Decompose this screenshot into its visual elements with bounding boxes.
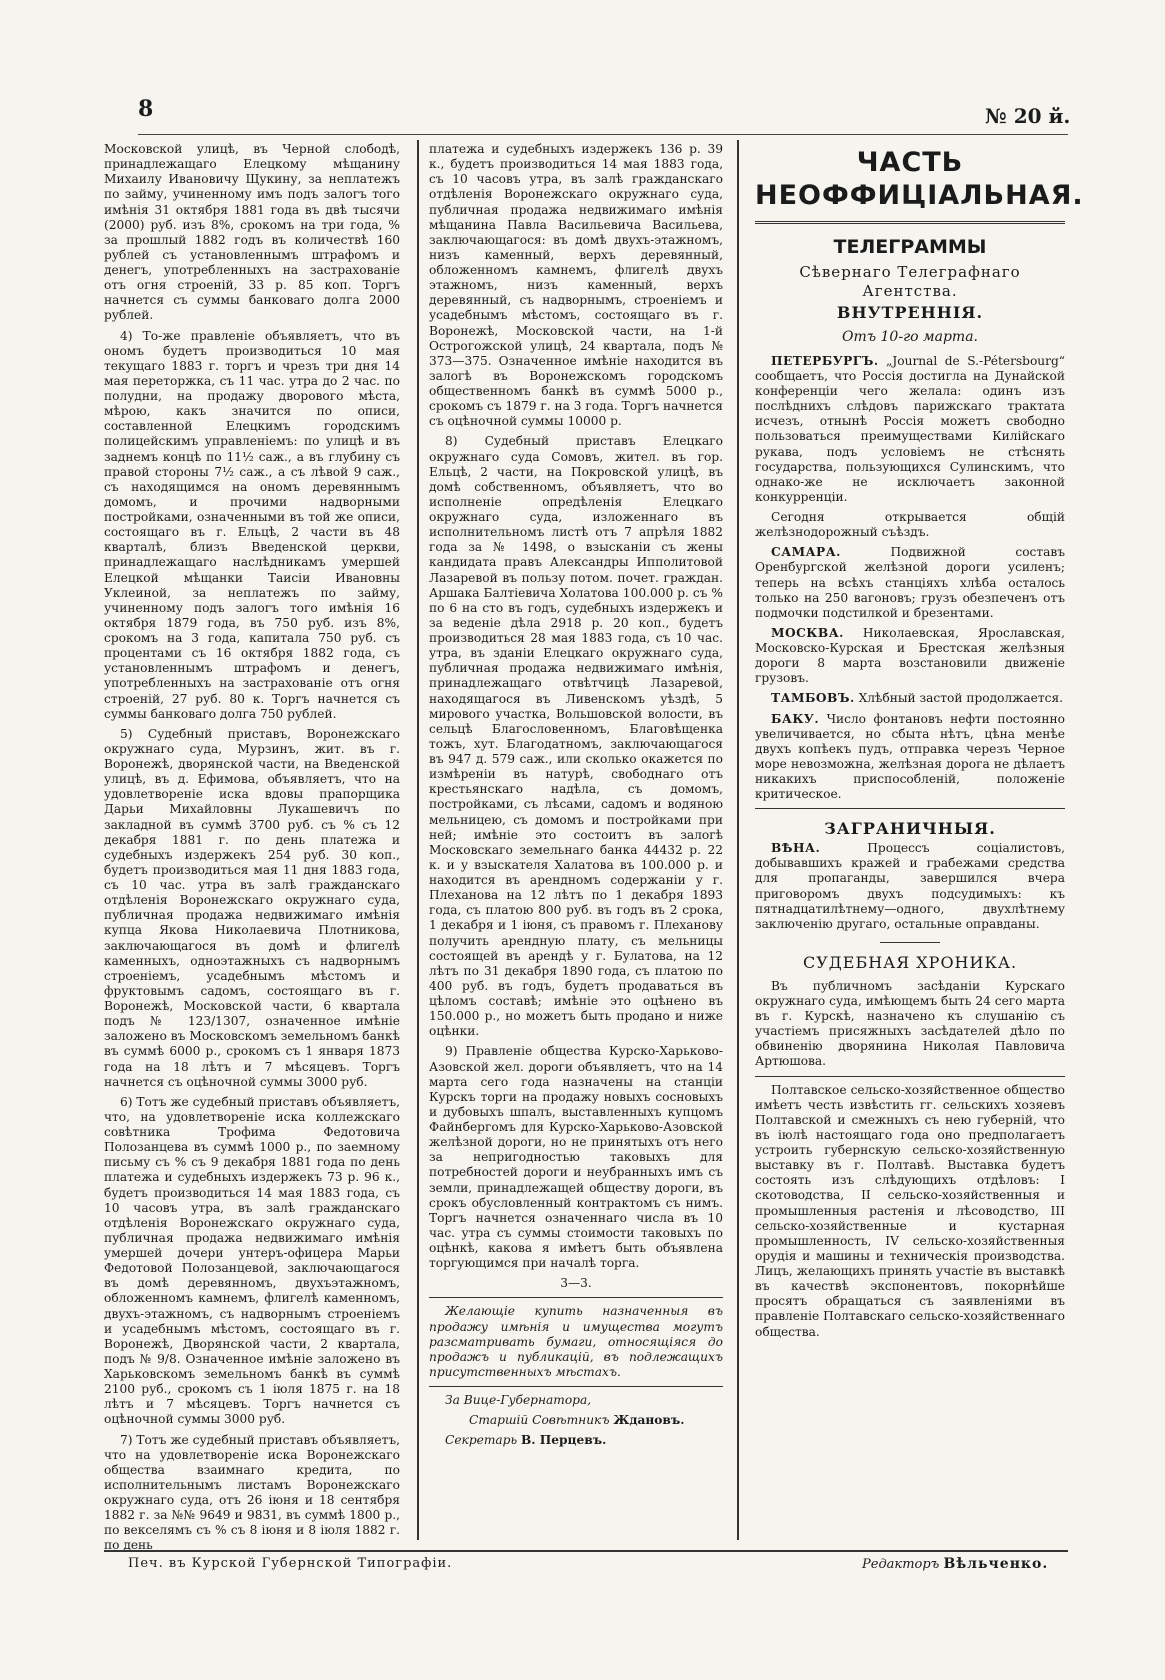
printer-line: Печ. въ Курской Губернской Типографіи. <box>128 1556 453 1571</box>
column-rule-2 <box>737 140 739 1540</box>
buyers-note: Желающіе купить назначенныя въ продажу имѣнія и имущества могутъ разсматривать бумаги, относящіяся до продажъ и публикацій, въ подлежащихъ присутственныхъ мѣстахъ. <box>429 1304 723 1379</box>
telegram-place: ТАМБОВЪ. <box>771 691 855 706</box>
court-title: СУДЕБНАЯ ХРОНИКА. <box>802 952 1018 972</box>
column-1 <box>104 142 400 1553</box>
telegram-text: Николаевская, Ярославская, Московско-Курская и Брестская желѣзныя дороги 8 марта возстановили движеніе грузовъ. <box>755 625 1065 686</box>
agency-name: Сѣвернаго Телеграфнаго Агентства. <box>799 263 1021 301</box>
column-2 <box>429 142 723 1540</box>
foreign-title: ЗАГРАНИЧНЫЯ. <box>824 819 996 839</box>
internal-news <box>755 354 1065 803</box>
telegram-place: БАКУ. <box>771 711 820 726</box>
poltava-notice: Полтавское сельско-хозяйственное общество имѣетъ честь извѣстить гг. сельскихъ хозяевъ Полтавской и смежныхъ съ нею губерній, что въ іюлѣ настоящаго года оно предполагаетъ устроить губернскую сельско-хозяйственную выставку въ г. Полтавѣ. Выставка будетъ состоять изъ слѣдующихъ отдѣловъ: I скотоводства, II сельско-хозяйственныя и промышленныя растенія и лѣсоводство, III сельско-хозяйственные и кустарная промышленность, IV сельско-хозяйственныя орудія и машины и техническія производства. Лицъ, желающихъ принять участіе въ выставкѣ въ качествѣ экспонентовъ, покорнѣйше просятъ обращаться съ заявленіями въ правленіе Полтавскаго сельско-хозяйственнаго общества. <box>755 1082 1065 1339</box>
signature-title: Старшій Совѣтникъ <box>469 1413 610 1428</box>
telegram-item <box>755 354 1065 505</box>
notice-7-continued: платежа и судебныхъ издержекъ 136 р. 39 к., будетъ производиться 14 мая 1883 года, съ 10 часовъ утра, въ залѣ гражданскаго отдѣленія Воронежскаго окружнаго суда, публичная продажа недвижимаго имѣнія мѣщанина Павла Васильевича Васильева, заключающагося: въ домѣ двухъ-этажномъ, низъ каменный, верхъ деревянный, обложенномъ камнемъ, флигелѣ двухъ этажномъ, низъ каменный, верхъ деревянный, съ надворнымъ, строеніемъ и усадебнымъ мѣстомъ, состоящаго въ г. Воронежѣ, Московской части, на 1-й Острогожской улицѣ, 24 квартала, подъ № 373—375. Означенное имѣніе находится въ залогѣ въ Воронежскомъ городскомъ общественномъ банкѣ въ суммѣ 5000 р., срокомъ съ 1879 г. на 3 года. Торгъ начнется съ оцѣночной суммы 10000 р. <box>429 142 723 429</box>
telegram-place: ПЕТЕРБУРГЪ. <box>771 353 879 368</box>
telegram-date: Отъ 10-го марта. <box>841 328 979 345</box>
telegram-text: „Journal de S.-Pétersbourg“ сообщаетъ, что Россія достигла на Дунайской конференціи чего желала: одинъ изъ послѣднихъ слѣдовъ парижскаго трактата исчезъ, отнынѣ Россія можетъ свободно пользоваться преимуществами Килійскаго рукава, подъ условіемъ не стѣснять государства, пользующихся Сулинскимъ, что однако-же не исключаетъ законной конкурренціи. <box>755 353 1065 504</box>
header-rule <box>138 134 1068 135</box>
signature-vice-governor: За Вице-Губернатора, <box>445 1393 592 1407</box>
divider <box>755 808 1065 809</box>
telegram-item <box>755 841 1065 932</box>
issue-number: № 20 й. <box>985 104 1071 128</box>
editor-label: Редакторъ <box>862 1557 940 1572</box>
notice-6: 6) Тотъ же судебный приставъ объявляетъ, что, на удовлетвореніе иска коллежскаго совѣтника Трофима Федотовича Полозанцева въ суммѣ 1000 р., по заемному письму съ % съ 9 декабря 1881 года по день платежа и судебныхъ издержекъ 73 р. 96 к., будетъ производиться 14 мая 1883 года, съ 10 часовъ утра, въ залѣ гражданскаго отдѣленія Воронежскаго окружнаго суда, публичная продажа недвижимаго имѣнія умершей дочери унтеръ-офицера Марьи Федотовой Полозанцевой, заключающагося въ домѣ деревянномъ, двухъэтажномъ, обложенномъ камнемъ, флигелѣ каменномъ, двухъ-этажномъ, съ надворнымъ строеніемъ и усадебнымъ мѣстомъ, состоящаго въ г. Воронежѣ, Дворянской части, 2 квартала, подъ № 9/8. Означенное имѣніе заложено въ Харьковскомъ земельномъ банкѣ въ суммѣ 2100 руб., срокомъ съ 1 іюля 1875 г. на 18 лѣтъ и 7 мѣсяцевъ. Торгъ начнется съ оцѣночной суммы 3000 руб. <box>104 1094 400 1427</box>
telegrams-title: ТЕЛЕГРАММЫ <box>833 235 987 258</box>
column-rule-1 <box>417 140 419 1540</box>
telegram-text: Сегодня открывается общій желѣзнодорожный съѣздъ. <box>755 510 1065 540</box>
divider <box>429 1297 723 1298</box>
notice-7: 7) Тотъ же судебный приставъ объявляетъ, что на удовлетвореніе иска Воронежскаго общества взаимнаго кредита, по исполнительнымъ листамъ Воронежскаго окружнаго суда, отъ 26 іюня и 18 сентября 1882 г. за №№ 9649 и 9831, въ суммѣ 1800 р., по векселямъ съ % съ 8 іюня и 8 іюля 1882 г. по день <box>104 1432 400 1553</box>
notice-number: 3—3. <box>560 1276 592 1291</box>
signature-title: Секретарь <box>445 1433 518 1448</box>
notice-continued: Московской улицѣ, въ Черной слободѣ, принадлежащаго Елецкому мѣщанину Михаилу Ивановичу Щукину, за неплатежъ по займу, учиненному имъ подъ залогъ того имѣнія 31 октября 1881 года въ двѣ тысячи (2000) руб. изъ 8%, срокомъ на три года, % за прошлый 1882 годъ въ количествѣ 160 рублей съ установленнымъ штрафомъ и денегъ, употребленныхъ на застрахованіе отъ огня строеній, 33 р. 85 коп. Торгъ начнется съ суммы банковаго долга 2000 рублей. <box>104 142 400 323</box>
signature-councillor <box>429 1413 723 1428</box>
section-title: ЧАСТЬ НЕОФФИЦІАЛЬНАЯ. <box>755 147 1084 212</box>
signature-name: Ждановъ. <box>613 1413 685 1428</box>
telegram-item <box>755 626 1065 687</box>
divider <box>429 1386 723 1387</box>
telegram-place: САМАРА. <box>771 545 841 560</box>
telegram-text: Число фонтановъ нефти постоянно увеличивается, но сбыта нѣтъ, цѣна менѣе двухъ копѣекъ пудъ, отправка черезъ Черное море невозможна, желѣзная дорога не дѣлаетъ никакихъ приспособленій, положеніе критическое. <box>755 711 1065 802</box>
telegram-item <box>755 510 1065 540</box>
editor-line <box>862 1556 1048 1572</box>
signature-secretary <box>429 1433 723 1448</box>
notice-8: 8) Судебный приставъ Елецкаго окружнаго суда Сомовъ, жител. въ гор. Ельцѣ, 2 части, на Покровской улицѣ, въ домѣ собственномъ, объявляетъ, что во исполненіе опредѣленія Елецкаго окружнаго суда, изложеннаго въ исполнительномъ листѣ отъ 7 апрѣля 1882 года за № 1498, о взысканіи съ жены кандидата правъ Александры Ипполитовой Лазаревой въ пользу потом. почет. граждан. Аршака Балтіевича Холатова 100.000 р. съ % по 6 на сто въ годъ, судебныхъ издержекъ и за веденіе дѣла 2918 р. 20 коп., будетъ производиться 28 мая 1883 года, съ 10 час. утра, въ зданіи Елецкаго окружнаго суда, публичная продажа недвижимаго имѣнія, принадлежащаго отвѣтчицѣ Лазаревой, находящагося въ Ливенскомъ уѣздѣ, 5 мирового участка, Вольшовской волости, въ сельцѣ Благословенномъ, Благовѣщенка тожъ, хут. Благодатномъ, заключающагося въ 947 д. 579 саж., или сколько окажется по измѣреніи въ натурѣ, свободнаго отъ крестьянскаго надѣла, съ домомъ, постройками, съ лѣсами, садомъ и водяною мельницею, съ домомъ и постройками при ней; имѣніе это состоитъ въ залогѣ Московскаго земельнаго банка 44432 р. 22 к. и у взыскателя Халатова въ 100.000 р. и находится въ арендномъ содержаніи у г. Плеханова на 12 лѣтъ по 1 декабря 1893 года, съ платою 800 руб. въ годъ въ 2 срока, 1 декабря и 1 іюня, съ правомъ г. Плеханову получить арендную плату, съ мельницы состоящей въ арендѣ у г. Булатова, на 12 лѣтъ по 31 декабря 1890 года, съ платою по 400 руб. въ годъ, будетъ продаваться въ цѣломъ составѣ; имѣніе это оцѣнено въ 150.000 р., но можетъ быть продано и ниже оцѣнки. <box>429 434 723 1039</box>
page-number: 8 <box>138 96 154 122</box>
telegram-item <box>755 545 1065 621</box>
telegram-text: Процессъ соціалистовъ, добывавшихъ кражей и грабежами средства для пропаганды, завершился вчера приговоромъ двухъ подсудимыхъ: къ пятнадцатилѣтнему—одного, двухлѣтнему заключенію другаго, остальные оправданы. <box>755 841 1065 931</box>
telegram-item <box>755 691 1065 706</box>
footer-rule <box>104 1550 1068 1552</box>
telegram-place: ВѢНА. <box>771 841 821 856</box>
column-3 <box>755 142 1084 1540</box>
foreign-news <box>755 841 1065 932</box>
internal-title: ВНУТРЕННІЯ. <box>836 302 984 322</box>
signature-name: В. Перцевъ. <box>520 1433 607 1448</box>
divider <box>755 221 1065 224</box>
notice-9: 9) Правленіе общества Курско-Харьково-Азовской жел. дороги объявляетъ, что на 14 марта сего года назначены на станціи Курскъ торги на продажу новыхъ сосновыхъ и дубовыхъ шпалъ, выставленныхъ купцомъ Файнбергомъ для Курско-Харьково-Азовской желѣзной дороги, но не принятыхъ отъ него за непригодностью таковыхъ для потребностей дороги и неубранныхъ имъ съ земли, принадлежащей обществу дороги, въ срокъ обусловленный контрактомъ съ нимъ. Торгъ начнется означеннаго числа въ 10 час. утра съ суммы стоимости таковыхъ по оцѣнкѣ, какова я имѣетъ быть объявлена торгующимся при началѣ торга. <box>429 1044 723 1271</box>
telegram-place: МОСКВА. <box>771 625 844 640</box>
court-notice: Въ публичномъ засѣданіи Курскаго окружнаго суда, имѣющемъ быть 24 сего марта въ г. Курскѣ, назначено къ слушанію съ участіемъ присяжныхъ засѣдателей дѣло по обвиненію дворянина Николая Павловича Артюшова. <box>755 978 1065 1069</box>
divider <box>755 1076 1065 1077</box>
notice-4: 4) То-же правленіе объявляетъ, что въ ономъ будетъ производиться 10 мая текущаго 1883 г. торгъ и чрезъ три дня 14 мая переторжка, съ 11 час. утра до 2 час. по полудни, на продажу дворового мѣста, мѣрою, какъ значится по описи, составленной Елецкимъ городскимъ полицейскимъ управленіемъ: по улицѣ и въ заднемъ концѣ по 11½ саж., а въ глубину съ правой стороны 7½ саж., а съ лѣвой 9 саж., съ находящимся на ономъ деревяннымъ домомъ, и прочими надворными постройками, означенными въ той же описи, состоящаго въ г. Ельцѣ, 2 части въ 48 кварталѣ, близъ Введенской церкви, принадлежащаго наслѣдникамъ умершей Елецкой мѣщанки Таисіи Ивановны Уклеиной, за неплатежъ по займу, учиненному подъ залогъ того имѣнія 16 октября 1879 года, въ 750 руб. изъ 8%, срокомъ на 3 года, капитала 750 руб. съ процентами съ 16 октября 1882 года, съ установленнымъ штрафомъ и денегъ, употребленныхъ на застрахованіе отъ огня строеній, 27 руб. 80 к. Торгъ начнется съ суммы банковаго долга 750 рублей. <box>104 328 400 721</box>
telegram-item <box>755 712 1065 803</box>
divider <box>880 942 940 943</box>
editor-name: Вѣльченко. <box>943 1556 1049 1572</box>
notice-5: 5) Судебный приставъ, Воронежскаго окружнаго суда, Мурзинъ, жит. въ г. Воронежѣ, дворянской части, на Введенской улицѣ, въ д. Ефимова, объявляетъ, что на удовлетвореніе иска вдовы прапорщика Дарьи Михайловны Лукашевичъ по закладной въ суммѣ 3700 руб. съ % съ 12 декабря 1881 г. по день платежа и судебныхъ издержекъ 254 руб. 30 коп., будетъ производиться мая 11 дня 1883 года, съ 10 час. утра въ залѣ гражданскаго отдѣленія Воронежскаго окружнаго суда, публичная продажа недвижимаго имѣнія купца Якова Николаевича Плотникова, заключающагося въ домѣ и флигелѣ каменныхъ, одноэтажныхъ съ надворнымъ строеніемъ, усадебнымъ мѣстомъ и фруктовымъ садомъ, состоящаго въ г. Воронежѣ, Московской части, 6 квартала подъ № 123/1307, означенное имѣніе заложено въ Московскомъ земельномъ банкѣ въ суммѣ 6000 р., срокомъ съ 1 января 1873 года на 18 лѣтъ и 7 мѣсяцевъ. Торгъ начнется съ оцѣночной суммы 3000 руб. <box>104 726 400 1089</box>
telegram-text: Хлѣбный застой продолжается. <box>854 691 1064 706</box>
telegram-text: Подвижной составъ Оренбургской желѣзной дороги усиленъ; теперь на всѣхъ станціяхъ хлѣба осталось только на 250 вагоновъ; грузъ обезпеченъ отъ подмочки подстилкой и брезентами. <box>755 545 1065 620</box>
